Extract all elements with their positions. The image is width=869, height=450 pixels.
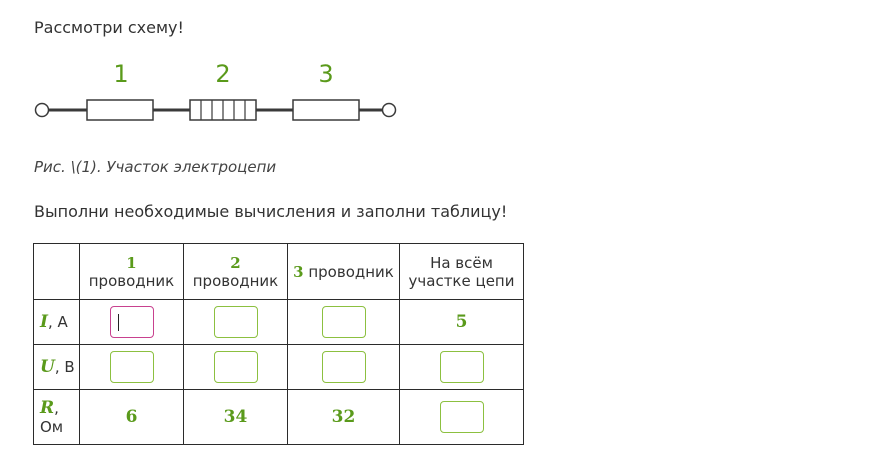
value-I-total: 5 <box>455 312 468 332</box>
cell-U-3 <box>288 345 400 390</box>
header-conductor-2: 2 проводник <box>184 244 288 300</box>
table-row-resistance <box>34 390 524 445</box>
terminal-right <box>383 104 396 117</box>
header-total: На всём участке цепи <box>400 244 524 300</box>
circuit-diagram <box>0 0 869 150</box>
corner-cell <box>34 244 80 300</box>
results-table <box>33 243 524 445</box>
input-U-total[interactable] <box>440 351 484 383</box>
cell-I-2 <box>184 300 288 345</box>
cell-R-1 <box>80 390 184 445</box>
row-label-current: I, А <box>34 300 80 345</box>
cell-I-3 <box>288 300 400 345</box>
input-U-2[interactable] <box>214 351 258 383</box>
header-conductor-1: 1 проводник <box>80 244 184 300</box>
resistor-3 <box>293 100 359 120</box>
resistor-2 <box>190 100 256 120</box>
table-row-current <box>34 300 524 345</box>
cell-R-2 <box>184 390 288 445</box>
task-text: Выполни необходимые вычисления и заполни таблицу! <box>34 202 508 221</box>
cell-U-total <box>400 345 524 390</box>
cell-R-3 <box>288 390 400 445</box>
value-R-2: 34 <box>223 407 248 427</box>
resistor-3-label: 3 <box>318 60 334 88</box>
input-I-3[interactable] <box>322 306 366 338</box>
value-R-1: 6 <box>125 407 138 427</box>
input-I-2[interactable] <box>214 306 258 338</box>
cell-U-2 <box>184 345 288 390</box>
resistor-1 <box>87 100 153 120</box>
table-row-voltage <box>34 345 524 390</box>
cell-U-1 <box>80 345 184 390</box>
cell-R-total <box>400 390 524 445</box>
figure-caption: Рис. \(1). Участок электроцепи <box>34 158 277 176</box>
table-header-row <box>34 244 524 300</box>
input-R-total[interactable] <box>440 401 484 433</box>
resistor-1-label: 1 <box>113 60 129 88</box>
header-conductor-3: 3 проводник <box>288 244 400 300</box>
row-label-resistance: R, Ом <box>34 390 80 445</box>
resistor-2-label: 2 <box>215 60 231 88</box>
input-U-3[interactable] <box>322 351 366 383</box>
row-label-voltage: U, В <box>34 345 80 390</box>
cell-I-1 <box>80 300 184 345</box>
cell-I-total <box>400 300 524 345</box>
value-R-3: 32 <box>331 407 356 427</box>
input-I-1[interactable] <box>110 306 154 338</box>
input-U-1[interactable] <box>110 351 154 383</box>
intro-text: Рассмотри схему! <box>34 18 184 37</box>
terminal-left <box>36 104 49 117</box>
